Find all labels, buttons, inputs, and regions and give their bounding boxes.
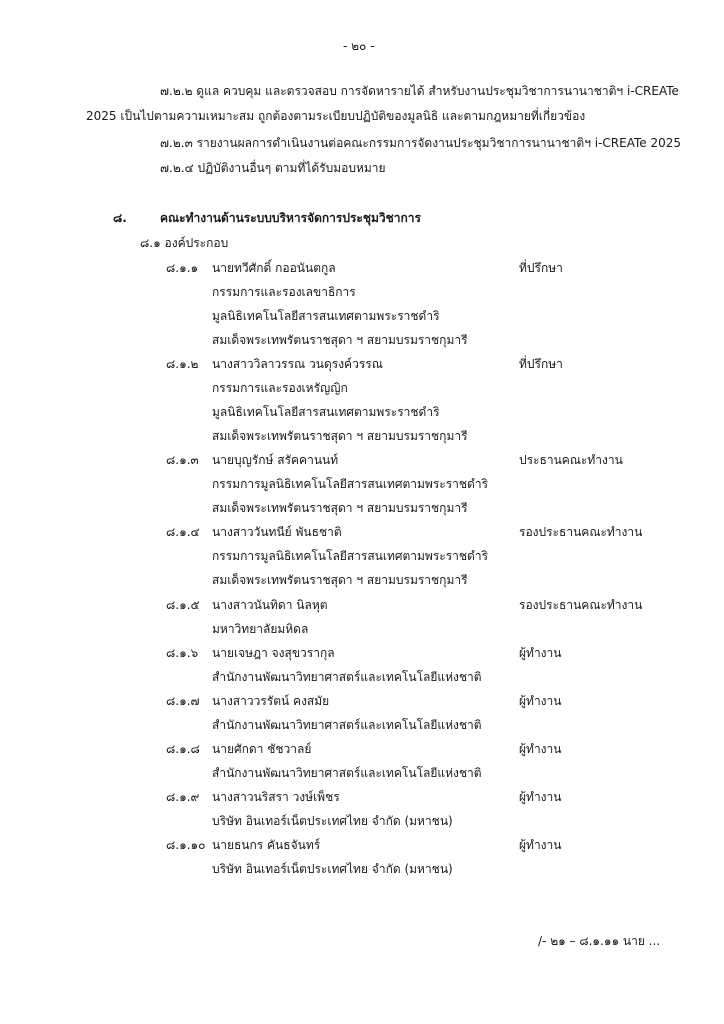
member-role: รองประธานคณะทำงาน xyxy=(519,598,643,612)
member-number: ๘.๑.๗ xyxy=(166,694,200,708)
member-affiliation: มหาวิทยาลัยมหิดล xyxy=(212,622,309,636)
member-affiliation: กรรมการมูลนิธิเทคโนโลยีสารสนเทศตามพระราชดำริ xyxy=(212,549,489,563)
member-name: นายธนกร คันธจันทร์ xyxy=(212,838,321,852)
paragraph-7-2-2-line-1: ๗.๒.๒ ดูแล ควบคุม และตรวจสอบ การจัดหารายได้ สำหรับงานประชุมวิชาการนานาชาติฯ i-CREATe xyxy=(160,84,679,98)
member-name: นายทวีศักดิ์ กออนันตกูล xyxy=(212,261,336,275)
member-affiliation: สมเด็จพระเทพรัตนราชสุดา ฯ สยามบรมราชกุมารี xyxy=(212,573,468,587)
member-role: รองประธานคณะทำงาน xyxy=(519,525,643,539)
member-role: ผู้ทำงาน xyxy=(519,742,562,756)
member-affiliation: สมเด็จพระเทพรัตนราชสุดา ฯ สยามบรมราชกุมารี xyxy=(212,501,468,515)
member-name: นายบุญรักษ์ สรัคคานนท์ xyxy=(212,453,339,467)
member-number: ๘.๑.๖ xyxy=(166,646,199,660)
member-affiliation: มูลนิธิเทคโนโลยีสารสนเทศตามพระราชดำริ xyxy=(212,405,440,419)
paragraph-7-2-2-line-2: 2025 เป็นไปตามความเหมาะสม ถูกต้องตามระเบียบปฏิบัติของมูลนิธิ และตามกฎหมายที่เกี่ยวข้อง xyxy=(86,109,586,123)
section-number: ๘. xyxy=(113,211,127,225)
paragraph-7-2-3: ๗.๒.๓ รายงานผลการดำเนินงานต่อคณะกรรมการจัดงานประชุมวิชาการนานาชาติฯ i-CREATe 2025 xyxy=(160,136,682,150)
member-number: ๘.๑.๕ xyxy=(166,598,200,612)
member-name: นายศักดา ชัชวาลย์ xyxy=(212,742,312,756)
member-affiliation: สำนักงานพัฒนาวิทยาศาสตร์และเทคโนโลยีแห่งชาติ xyxy=(212,670,482,684)
member-role: ผู้ทำงาน xyxy=(519,646,562,660)
member-number: ๘.๑.๓ xyxy=(166,453,199,467)
member-number: ๘.๑.๔ xyxy=(166,525,200,539)
member-number: ๘.๑.๑๐ xyxy=(166,838,206,852)
member-role: ผู้ทำงาน xyxy=(519,694,562,708)
member-affiliation: กรรมการและรองเหรัญญิก xyxy=(212,381,348,395)
member-role: ที่ปรึกษา xyxy=(519,357,563,371)
page-footer-continuation: /- ๒๑ – ๘.๑.๑๑ นาย ... xyxy=(538,934,661,948)
subsection-heading: ๘.๑ องค์ประกอบ xyxy=(140,236,229,250)
member-affiliation: กรรมการมูลนิธิเทคโนโลยีสารสนเทศตามพระราชดำริ xyxy=(212,477,489,491)
member-name: นางสาววรรัตน์ คงสมัย xyxy=(212,694,330,708)
member-affiliation: กรรมการและรองเลขาธิการ xyxy=(212,285,356,299)
member-number: ๘.๑.๑ xyxy=(166,261,199,275)
section-title: คณะทำงานด้านระบบบริหารจัดการประชุมวิชาการ xyxy=(160,211,421,225)
member-name: นางสาววันทนีย์ พันธชาติ xyxy=(212,525,342,539)
member-name: นางสาววิลาวรรณ วนดุรงค์วรรณ xyxy=(212,357,383,371)
member-affiliation: มูลนิธิเทคโนโลยีสารสนเทศตามพระราชดำริ xyxy=(212,309,440,323)
member-role: ผู้ทำงาน xyxy=(519,790,562,804)
member-name: นางสาวนันทิดา นิลหุต xyxy=(212,598,328,612)
member-role: ที่ปรึกษา xyxy=(519,261,563,275)
member-name: นางสาวนริสรา วงษ์เพ็ชร xyxy=(212,790,340,804)
member-affiliation: สำนักงานพัฒนาวิทยาศาสตร์และเทคโนโลยีแห่งชาติ xyxy=(212,718,482,732)
paragraph-7-2-4: ๗.๒.๔ ปฏิบัติงานอื่นๆ ตามที่ได้รับมอบหมาย xyxy=(160,161,386,175)
member-affiliation: บริษัท อินเทอร์เน็ตประเทศไทย จำกัด (มหาชน) xyxy=(212,814,453,828)
member-affiliation: สมเด็จพระเทพรัตนราชสุดา ฯ สยามบรมราชกุมารี xyxy=(212,333,468,347)
member-number: ๘.๑.๘ xyxy=(166,742,200,756)
page-number: - ๒๐ - xyxy=(343,39,375,53)
member-role: ผู้ทำงาน xyxy=(519,838,562,852)
member-number: ๘.๑.๙ xyxy=(166,790,200,804)
member-role: ประธานคณะทำงาน xyxy=(519,453,623,467)
member-name: นายเจษฎา จงสุขวรากุล xyxy=(212,646,335,660)
member-affiliation: สมเด็จพระเทพรัตนราชสุดา ฯ สยามบรมราชกุมารี xyxy=(212,429,468,443)
member-affiliation: สำนักงานพัฒนาวิทยาศาสตร์และเทคโนโลยีแห่งชาติ xyxy=(212,766,482,780)
member-number: ๘.๑.๒ xyxy=(166,357,199,371)
member-affiliation: บริษัท อินเทอร์เน็ตประเทศไทย จำกัด (มหาชน) xyxy=(212,862,453,876)
